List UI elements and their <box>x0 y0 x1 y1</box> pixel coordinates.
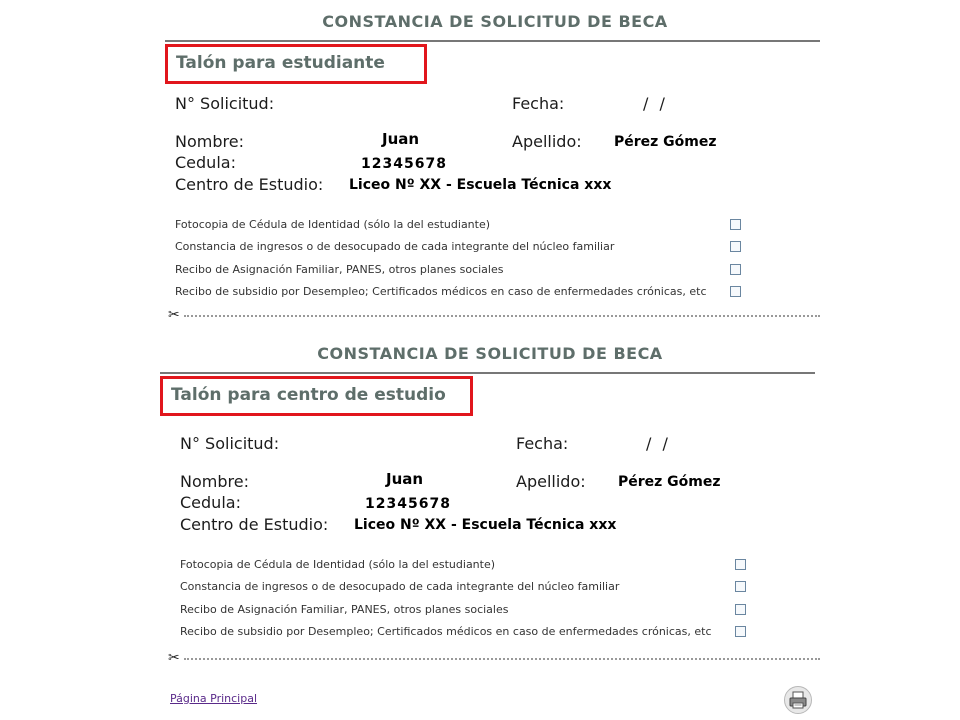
cedula-value: 12345678 <box>361 156 447 172</box>
centro-value: Liceo Nº XX - Escuela Técnica xxx <box>354 517 617 533</box>
requirement-item: Constancia de ingresos o de desocupado de cada integrante del núcleo familiar <box>180 580 620 593</box>
cedula-label: Cedula: <box>180 493 241 512</box>
requirement-item: Fotocopia de Cédula de Identidad (sólo la del estudiante) <box>180 558 496 571</box>
solicitud-label: N° Solicitud: <box>175 94 275 113</box>
cut-line <box>184 658 820 660</box>
page-title: CONSTANCIA DE SOLICITUD DE BECA <box>322 12 668 31</box>
requirement-checkbox[interactable] <box>735 604 746 615</box>
nombre-value: Juan <box>382 130 420 148</box>
requirement-item: Recibo de subsidio por Desempleo; Certificados médicos en caso de enfermedades crónicas, etc <box>180 625 712 638</box>
section-title: Talón para estudiante <box>176 53 385 73</box>
requirement-checkbox[interactable] <box>730 219 741 230</box>
requirement-item: Recibo de Asignación Familiar, PANES, otros planes sociales <box>175 263 504 276</box>
requirement-item: Recibo de subsidio por Desempleo; Certificados médicos en caso de enfermedades crónicas, etc <box>175 285 707 298</box>
cut-line <box>184 315 820 317</box>
fecha-label: Fecha: <box>512 94 565 113</box>
scissors-icon: ✂ <box>168 307 180 323</box>
title-rule <box>160 372 815 374</box>
fecha-value: / / <box>643 94 665 113</box>
title-rule <box>165 40 820 42</box>
section-title: Talón para centro de estudio <box>171 385 446 405</box>
apellido-label: Apellido: <box>516 472 586 491</box>
centro-label: Centro de Estudio: <box>180 515 329 534</box>
centro-value: Liceo Nº XX - Escuela Técnica xxx <box>349 177 612 193</box>
requirement-checkbox[interactable] <box>735 559 746 570</box>
centro-label: Centro de Estudio: <box>175 175 324 194</box>
print-button[interactable] <box>784 686 812 714</box>
requirement-checkbox[interactable] <box>730 286 741 297</box>
requirement-item: Constancia de ingresos o de desocupado de cada integrante del núcleo familiar <box>175 240 615 253</box>
apellido-value: Pérez Gómez <box>618 474 721 490</box>
printer-icon <box>785 687 811 713</box>
cedula-label: Cedula: <box>175 153 236 172</box>
home-link[interactable]: Página Principal <box>170 692 258 705</box>
requirement-checkbox[interactable] <box>730 264 741 275</box>
nombre-label: Nombre: <box>180 472 249 491</box>
requirement-item: Recibo de Asignación Familiar, PANES, otros planes sociales <box>180 603 509 616</box>
apellido-label: Apellido: <box>512 132 582 151</box>
scissors-icon: ✂ <box>168 650 180 666</box>
fecha-label: Fecha: <box>516 434 569 453</box>
requirement-checkbox[interactable] <box>735 581 746 592</box>
requirement-item: Fotocopia de Cédula de Identidad (sólo la del estudiante) <box>175 218 491 231</box>
requirement-checkbox[interactable] <box>730 241 741 252</box>
fecha-value: / / <box>646 434 668 453</box>
nombre-label: Nombre: <box>175 132 244 151</box>
page-title: CONSTANCIA DE SOLICITUD DE BECA <box>317 344 663 363</box>
solicitud-label: N° Solicitud: <box>180 434 280 453</box>
nombre-value: Juan <box>386 470 424 488</box>
requirement-checkbox[interactable] <box>735 626 746 637</box>
cedula-value: 12345678 <box>365 496 451 512</box>
apellido-value: Pérez Gómez <box>614 134 717 150</box>
